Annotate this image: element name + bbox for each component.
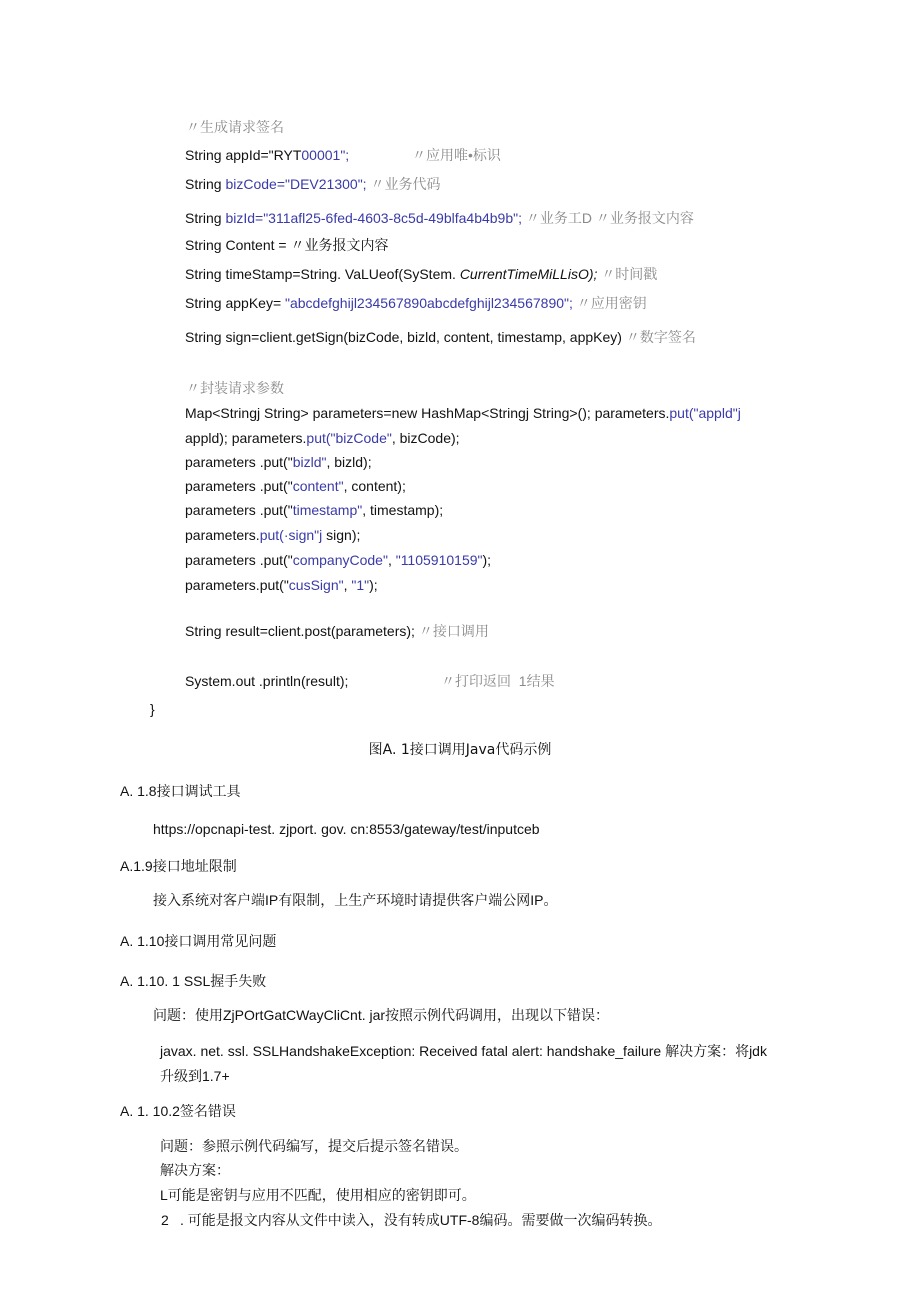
code-line-post xyxy=(185,622,489,640)
code-text: String appId="RYT xyxy=(185,147,302,163)
solution-label: 解决方案： xyxy=(160,1162,230,1178)
code-comment: 〃数字签名 xyxy=(625,329,696,345)
code-comment-sign: 〃生成请求签名 xyxy=(186,119,284,135)
solution-item-1: L可能是密钥与应用不匹配，使用相应的密钥即可。 xyxy=(160,1187,476,1203)
code-string: put("appld"j xyxy=(669,405,741,421)
problem-text-2: 问题：参照示例代码编写，提交后提示签名错误。 xyxy=(160,1138,468,1154)
section-title-1-10-2: A. 1. 10.2签名错误 xyxy=(120,1103,236,1119)
code-text: parameters. xyxy=(185,527,260,543)
code-string: "abcdefghijl234567890abcdefghijl234567890"; xyxy=(285,295,573,311)
code-line-appid xyxy=(185,146,349,164)
code-line-put-sign xyxy=(185,526,360,544)
code-line-content xyxy=(185,236,388,254)
code-comment: 〃应用密钥 xyxy=(572,295,647,311)
code-comment: 〃接口调用 xyxy=(418,623,489,639)
code-line-put-bizcode xyxy=(185,429,460,447)
error-text: javax. net. ssl. SSLHandshakeException: Received fatal alert: handshake_failure 解决方案：将jdk xyxy=(160,1043,767,1059)
code-text: parameters .put(" xyxy=(185,552,293,568)
code-comment: 〃应用唯•标识 xyxy=(412,147,501,163)
code-string: companyCode" xyxy=(292,552,388,568)
code-line-sign xyxy=(185,328,696,346)
section-text-1-9: 接入系统对客户端IP有限制，上生产环境时请提供客户端公网IP。 xyxy=(153,892,558,908)
code-string: put("bizCode" xyxy=(306,430,392,446)
section-title-1-10: A. 1.10接口调用常见问题 xyxy=(120,933,277,949)
code-text: ); xyxy=(482,552,492,568)
code-text: Map<Stringj String> parameters=new HashMap<Stringj String>(); parameters. xyxy=(185,405,670,421)
code-text: parameters.put(" xyxy=(185,577,289,593)
code-text: sign); xyxy=(322,527,361,543)
code-text: parameters .put(" xyxy=(185,454,293,470)
solution-item-2-number: 2 xyxy=(161,1212,169,1228)
code-comment-params: 〃封装请求参数 xyxy=(186,380,284,396)
code-text: String sign=client.getSign(bizCode, bizld, content, timestamp, appKey) xyxy=(185,329,626,345)
solution-item-2: . 可能是报文内容从文件中读入，没有转成UTF-8编码。需要做一次编码转换。 xyxy=(180,1212,662,1228)
code-text: , xyxy=(343,577,352,593)
code-string: "1105910159" xyxy=(395,552,483,568)
code-line-put-content xyxy=(185,477,406,495)
code-text: String Content = xyxy=(185,237,291,253)
debug-tool-url[interactable]: https://opcnapi-test. zjport. gov. cn:8553/gateway/test/inputceb xyxy=(153,821,540,837)
section-title-1-9: A.1.9接口地址限制 xyxy=(120,858,237,874)
code-comment: 〃打印返回 1结果 xyxy=(441,673,555,689)
code-close-brace: } xyxy=(150,701,155,717)
code-line-put-timestamp xyxy=(185,501,443,519)
error-solution: 升级到1.7+ xyxy=(160,1068,230,1084)
code-comment: 〃业务报文内容 xyxy=(290,237,389,253)
code-string: "1" xyxy=(351,577,370,593)
figure-caption: 图A. 1接口调用Java代码示例 xyxy=(368,742,552,758)
code-text: parameters .put(" xyxy=(185,502,293,518)
code-text: , xyxy=(387,552,396,568)
code-line-appkey xyxy=(185,294,647,312)
code-comment: 〃业务工D 〃业务报文内容 xyxy=(521,210,694,226)
code-text: ); xyxy=(369,577,378,593)
section-title-1-10-1: A. 1.10. 1 SSL握手失败 xyxy=(120,973,267,989)
code-string: timestamp" xyxy=(292,502,363,518)
code-text: , bizld); xyxy=(326,454,372,470)
code-text: String appKey= xyxy=(185,295,286,311)
code-text: String result=client.post(parameters); xyxy=(185,623,419,639)
code-text: , timestamp); xyxy=(362,502,444,518)
code-text: appld); parameters. xyxy=(185,430,307,446)
code-line-put-cussign xyxy=(185,576,378,594)
code-text: , bizCode); xyxy=(391,430,460,446)
code-text: String xyxy=(185,210,226,226)
code-string: content" xyxy=(292,478,344,494)
code-text: String xyxy=(185,176,226,192)
code-line-println: System.out .println(result); xyxy=(185,673,349,689)
code-string: put(·sign"j xyxy=(259,527,323,543)
code-comment: 〃时间戳 xyxy=(597,266,658,282)
section-title-1-8: A. 1.8接口调试工具 xyxy=(120,783,241,799)
code-comment: 〃业务代码 xyxy=(366,176,441,192)
code-line-timestamp xyxy=(185,265,657,283)
code-text: parameters .put(" xyxy=(185,478,293,494)
code-call: CurrentTimeMiLLisO); xyxy=(459,266,598,282)
code-text: String timeStamp=String. VaLUeof(SyStem. xyxy=(185,266,460,282)
code-string: 00001"; xyxy=(301,147,350,163)
code-string: cusSign" xyxy=(288,577,344,593)
code-string: bizld" xyxy=(292,454,327,470)
code-string: bizId="311afl25-6fed-4603-8c5d-49blfa4b4b9b"; xyxy=(225,210,522,226)
code-line-bizcode xyxy=(185,175,440,193)
code-line-bizid xyxy=(185,209,694,227)
problem-text-1: 问题：使用ZjPOrtGatCWayCliCnt. jar按照示例代码调用，出现以下错误： xyxy=(153,1007,610,1023)
code-line-put-bizid xyxy=(185,453,372,471)
code-line-map xyxy=(185,404,741,422)
code-string: bizCode="DEV21300"; xyxy=(225,176,367,192)
code-line-put-companycode xyxy=(185,551,491,569)
code-text: , content); xyxy=(343,478,406,494)
